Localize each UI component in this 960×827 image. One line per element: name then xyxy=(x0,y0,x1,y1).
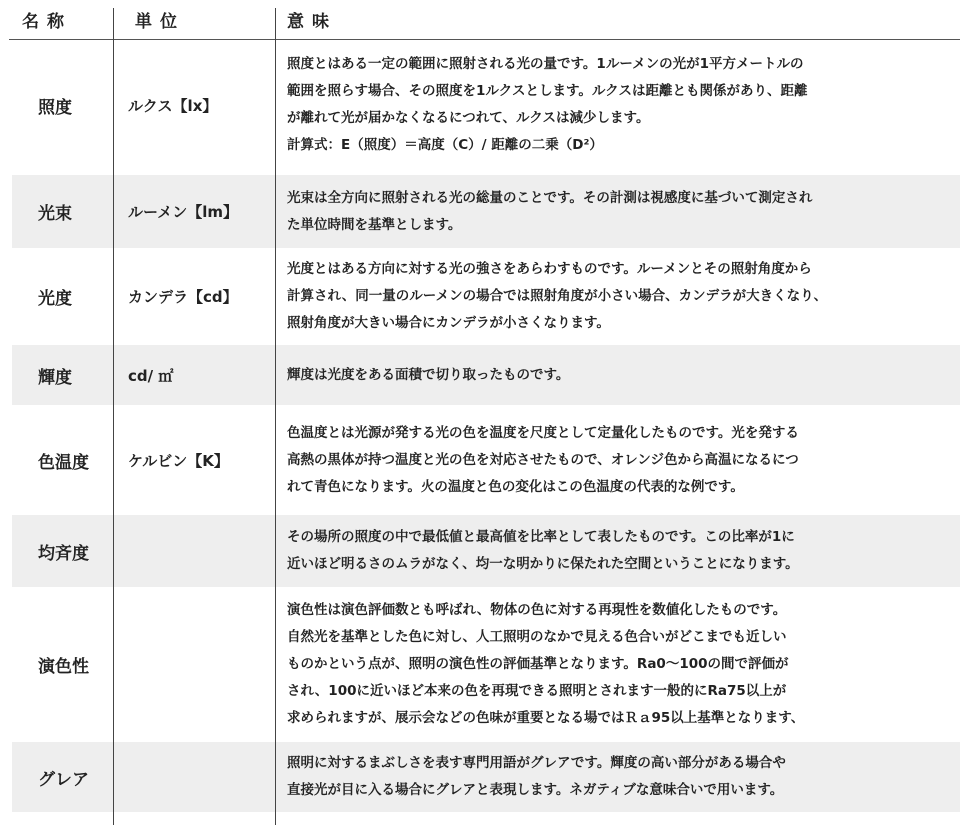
meaning-line: 照明に対するまぶしさを表す専門用語がグレアです。輝度の高い部分がある場合や xyxy=(287,755,786,771)
header-meaning: 意味 xyxy=(287,12,337,32)
header-name: 名称 xyxy=(22,12,72,32)
meaning-line: 高熱の黒体が持つ温度と光の色を対応させたもので、オレンジ色から高温になるにつ xyxy=(287,451,799,468)
header-unit: 単位 xyxy=(135,12,185,32)
term-name: 演色性 xyxy=(38,657,89,677)
meaning-line: その場所の照度の中で最低値と最高値を比率として表したものです。この比率が1に xyxy=(287,529,795,545)
meaning-line: 光度とはある方向に対する光の強さをあらわすものです。ルーメンとその照射角度から xyxy=(287,261,812,277)
table-header xyxy=(0,0,960,40)
term-name: 色温度 xyxy=(38,452,89,473)
term-name: 輝度 xyxy=(38,367,72,388)
meaning-line: 光束は全方向に照射される光の総量のことです。その計測は視感度に基づいて測定され xyxy=(287,189,813,206)
term-meaning xyxy=(287,248,827,345)
term-meaning xyxy=(287,515,799,587)
meaning-line: 演色性は演色評価数とも呼ばれ、物体の色に対する再現性を数値化したものです。 xyxy=(287,602,787,618)
table-row xyxy=(12,742,960,812)
term-unit: カンデラ【cd】 xyxy=(128,288,238,306)
meaning-line: 色温度とは光源が発する光の色を温度を尺度として定量化したものです。光を発する xyxy=(287,424,799,441)
table-row xyxy=(12,345,960,405)
term-meaning xyxy=(287,405,799,515)
meaning-line: 自然光を基準とした色に対し、人工照明のなかで見える色合いがどこまでも近しい xyxy=(287,629,787,645)
meaning-line: ものかという点が、照明の演色性の評価基準となります。Ra0〜100の間で評価が xyxy=(287,656,789,672)
table-row xyxy=(12,405,960,515)
term-name: 照度 xyxy=(38,97,72,118)
column-divider-name-unit xyxy=(113,8,114,825)
meaning-line: 計算式：E（照度）＝高度（C）/ 距離の二乗（D²） xyxy=(287,137,603,153)
meaning-line: 近いほど明るさのムラがなく、均一な明かりに保たれた空間ということになります。 xyxy=(287,556,799,572)
meaning-line: 範囲を照らす場合、その照度を1ルクスとします。ルクスは距離とも関係があり、距離 xyxy=(287,83,808,99)
term-meaning xyxy=(287,175,812,248)
table-row xyxy=(12,587,960,742)
term-unit: cd/ ㎡ xyxy=(128,366,174,385)
meaning-line: 照射角度が大きい場合にカンデラが小さくなります。 xyxy=(287,315,610,331)
column-divider-unit-meaning xyxy=(275,8,276,825)
term-name: 均斉度 xyxy=(38,543,89,564)
meaning-line: 計算され、同一量のルーメンの場合では照射角度が小さい場合、カンデラが大きくなり、 xyxy=(287,288,828,304)
meaning-line: が離れて光が届かなくなるにつれて、ルクスは減少します。 xyxy=(287,110,650,126)
meaning-line: され、100に近いほど本来の色を再現できる照明とされます一般的にRa75以上が xyxy=(287,683,787,699)
term-meaning xyxy=(287,40,808,170)
table-row xyxy=(12,175,960,248)
term-unit: ルーメン【lm】 xyxy=(128,203,239,221)
table-row xyxy=(12,40,960,170)
meaning-line: た単位時間を基準とします。 xyxy=(287,216,462,233)
term-meaning xyxy=(287,587,804,742)
meaning-line: 求められますが、展示会などの色味が重要となる場ではＲａ95以上基準となります、 xyxy=(287,710,805,726)
table-row xyxy=(12,248,960,345)
term-name: グレア xyxy=(38,769,89,790)
meaning-line: 輝度は光度をある面積で切り取ったものです。 xyxy=(287,366,570,383)
term-meaning xyxy=(287,742,786,812)
meaning-line: 直接光が目に入る場合にグレアと表現します。ネガティブな意味合いで用います。 xyxy=(287,782,784,798)
term-name: 光束 xyxy=(38,204,72,224)
term-meaning xyxy=(287,345,569,405)
table-row xyxy=(12,515,960,587)
meaning-line: 照度とはある一定の範囲に照射される光の量です。1ルーメンの光が1平方メートルの xyxy=(287,56,804,72)
meaning-line: れて青色になります。火の温度と色の変化はこの色温度の代表的な例です。 xyxy=(287,478,744,495)
term-unit: ケルビン【K】 xyxy=(128,451,229,470)
term-unit: ルクス【lx】 xyxy=(128,96,218,115)
term-name: 光度 xyxy=(38,289,72,309)
